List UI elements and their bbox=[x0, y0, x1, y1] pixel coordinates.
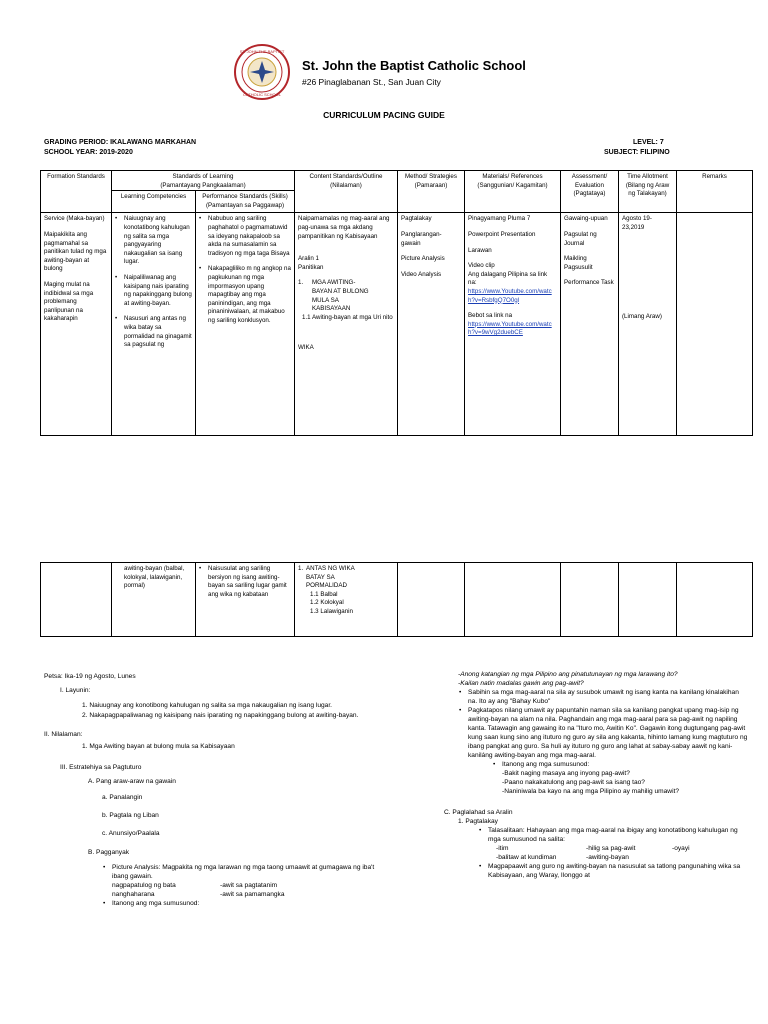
content-item: 1. Mga Awiting bayan at bulong mula sa Kabisayaan bbox=[82, 743, 235, 750]
materials-line: Bebot sa link na bbox=[468, 312, 513, 320]
formation-line: Maipakikita ang pagmamahal sa panitikan tulad ng mga awiting-bayan at bulong bbox=[44, 230, 107, 273]
vocab-word: -balitaw at kundiman bbox=[496, 854, 557, 861]
content-line: WIKA bbox=[298, 344, 314, 352]
cell-assessment bbox=[561, 563, 619, 637]
assessment-line: Pagsulat ng Journal bbox=[564, 230, 597, 247]
materials-sub: (Sanggunian/ Kagamitan) bbox=[477, 181, 548, 189]
cell-content bbox=[295, 563, 398, 637]
method-title: Method/ Strategies bbox=[405, 173, 457, 180]
learning-line: awiting-bayan (balbal, kolokyal, lalawiganin, pormal) bbox=[124, 565, 185, 590]
question-line: -Paano nakakatulong ang pag-awit sa isang tao? bbox=[502, 779, 645, 786]
standards-title: Standards of Learning bbox=[172, 173, 234, 180]
header-standards bbox=[112, 171, 295, 191]
content-line: Panitikan bbox=[298, 263, 324, 271]
svg-text:ST. JOHN THE BAPTIST: ST. JOHN THE BAPTIST bbox=[239, 49, 285, 54]
content-line: 1.3 Lalawiganin bbox=[310, 607, 354, 615]
cell-time bbox=[619, 563, 677, 637]
lesson-plan-right bbox=[444, 670, 748, 880]
time-sub: (Bilang ng Araw ng Talakayan) bbox=[625, 181, 670, 198]
cell-learning bbox=[112, 563, 196, 637]
activity-item: b. Pagtala ng Liban bbox=[102, 812, 159, 819]
pacing-table-continued bbox=[40, 562, 753, 637]
question-line: -Anong katangian ng mga Pilipino ang pinatutunayan ng mga larawang ito? bbox=[458, 671, 678, 678]
content-line: ANTAS NG WIKA BATAY SA PORMALIDAD bbox=[306, 565, 355, 590]
level: LEVEL: 7 bbox=[633, 139, 664, 146]
activity-item: a. Panalangin bbox=[102, 794, 143, 801]
header-formation: Formation Standards bbox=[41, 171, 112, 213]
header-method bbox=[398, 171, 465, 213]
materials-line: Ang dalagang Pilipina sa link na: bbox=[468, 270, 548, 287]
performance-item: • Nabubuo ang sariling paghahatol o pagmamatuwid sa ideyang nakapaloob sa akda na sumasalamin sa tradisyon ng mga taga Bisaya bbox=[199, 215, 291, 258]
cell-remarks bbox=[677, 563, 753, 637]
method-line: Picture Analysis bbox=[401, 255, 445, 263]
question-line: -Naniniwala ba kayo na ang mga Pilipino ay mahilig umawit? bbox=[502, 788, 680, 795]
section-heading: II. Nilalaman: bbox=[44, 731, 83, 738]
question-line: -Kailan natin madalas gawin ang pag-awit? bbox=[458, 680, 584, 687]
header-materials bbox=[465, 171, 561, 213]
cell-assessment bbox=[561, 213, 619, 436]
objective-item: 1. Naiuugnay ang konotibong kahulugan ng salita sa mga nakaugalian ng isang lugar. bbox=[82, 702, 333, 709]
materials-line: Pinagyamang Pluma 7 bbox=[468, 215, 531, 223]
school-address: #26 Pinaglabanan St., San Juan City bbox=[302, 77, 441, 87]
content-line: Naipamamalas ng mag-aaral ang pag-unawa sa mga akdang pampanitikan ng Kabisayaan bbox=[298, 215, 390, 240]
cell-performance bbox=[196, 213, 295, 436]
youtube-link[interactable]: https://www.Youtube.com/watch?v=9wVg2duebCE bbox=[468, 320, 552, 337]
picture-item: nanghaharana bbox=[112, 891, 155, 898]
cell-learning bbox=[112, 213, 196, 436]
section-heading: I. Layunin: bbox=[60, 687, 91, 694]
cell-materials bbox=[465, 563, 561, 637]
youtube-link[interactable]: https://www.Youtube.com/watch?v=RsbfgQ7O0gl bbox=[468, 287, 552, 304]
school-seal-logo bbox=[234, 44, 290, 100]
cell-content bbox=[295, 213, 398, 436]
header-learning: Learning Competencies bbox=[112, 191, 196, 213]
objective-item: 2. Nakapagpapaliwanag ng kaisipang nais iparating ng napakinggang bulong at awiting-bayan. bbox=[82, 712, 359, 719]
cell-formation bbox=[41, 563, 112, 637]
date-line: Petsa: Ika-19 ng Agosto, Lunes bbox=[44, 673, 136, 680]
subsection-heading: 1. Pagtalakay bbox=[458, 818, 498, 825]
section-heading: C. Paglalahad sa Aralin bbox=[444, 809, 513, 816]
time-line: Agosto 19-23,2019 bbox=[622, 215, 652, 231]
procedure-item: • Pagkatapos nilang umawit ay papuntahin naman sila sa kanilang pangkat upang mag-isip ng awiting-bayan na alam na nila. Paghandain ang mga mag-aaral para sa pag-awit ng napiling kanta. Tatawagin ang gawaing ito na "Ituro mo, Awitin Ko". Gagawin itong dugtungang pag-awit kung saan kung sino ang ituturo ng guro ay sila ang kakanta, hihinto lamang kung magtuturo ng ibang pangkat ang guro. Sa huli ay ituturo ng guro ang lahat at sabay-sabay aawit ng kani-kaniláng awiting-bayan ang mga mag-aaral. bbox=[468, 706, 748, 760]
header-performance bbox=[196, 191, 295, 213]
performance-item: • Nakapagliliko m ng angkop na pagkukunan ng mga impormasyon upang mapagtibay ang mga paninindigan, ang mga pinaniniwalaan, at makabuo ng sariling konklusyon. bbox=[199, 265, 291, 325]
materials-line: Larawan bbox=[468, 246, 492, 254]
method-line: Panglarangan-gawain bbox=[401, 230, 442, 247]
picture-item: -awit sa pamamangka bbox=[220, 891, 285, 898]
formation-line: Service (Maka-bayan) bbox=[44, 215, 105, 223]
school-year: SCHOOL YEAR: 2019-2020 bbox=[44, 149, 133, 156]
assessment-line: Gawaing-upuan bbox=[564, 215, 608, 223]
time-line: (Limang Araw) bbox=[622, 312, 662, 320]
header-content bbox=[295, 171, 398, 213]
cell-formation bbox=[41, 213, 112, 436]
header-assessment bbox=[561, 171, 619, 213]
motivation-item: • Itanong ang mga sumusunod: bbox=[112, 899, 389, 908]
table-row bbox=[41, 213, 753, 436]
svg-text:CATHOLIC SCHOOL: CATHOLIC SCHOOL bbox=[243, 92, 281, 97]
content-line: MGA AWITING-BAYAN AT BULONG MULA SA KABISAYAAN bbox=[312, 279, 369, 313]
cell-performance bbox=[196, 563, 295, 637]
content-line: 1.2 Kolokyal bbox=[310, 599, 344, 607]
discussion-item: • Magpapaawit ang guro ng awiting-bayan na nasusulat sa tatlong pangunahing wika sa Kabisayaan, ang Waray, Ilonggo at bbox=[488, 862, 748, 880]
vocab-word: -itim bbox=[496, 845, 509, 852]
materials-line: Video clip bbox=[468, 262, 495, 270]
meta-left bbox=[44, 138, 196, 158]
picture-item: -awit sa pagtatanim bbox=[220, 882, 278, 889]
grading-period: GRADING PERIOD: IKALAWANG MARKAHAN bbox=[44, 139, 197, 146]
assessment-title: Assessment/ Evaluation bbox=[571, 173, 608, 189]
learning-item: • Nasusuri ang antas ng wika batay sa pormalidad na ginagamit sa pagsulat ng bbox=[115, 315, 192, 349]
performance-title: Performance Standards (Skills) bbox=[202, 193, 288, 201]
method-line: Pagtalakay bbox=[401, 215, 432, 223]
content-number: 1. bbox=[298, 565, 304, 572]
content-line: 1.1 Balbal bbox=[310, 590, 338, 598]
content-sub: (Nilalaman) bbox=[330, 181, 362, 189]
procedure-item: • Sabihin sa mga mag-aaral na sila ay susubok umawit ng isang kanta na kanilang kinalakihan na. Ito ay ang "Bahay Kubo" bbox=[468, 688, 748, 706]
performance-sub: (Pamantayan sa Paggawap) bbox=[205, 201, 285, 209]
cell-remarks bbox=[677, 213, 753, 436]
table-header-row bbox=[41, 171, 753, 191]
cell-method bbox=[398, 213, 465, 436]
document-title: CURRICULUM PACING GUIDE bbox=[323, 110, 445, 120]
assessment-line: Maikling Pagsusulit bbox=[564, 255, 593, 271]
materials-title: Materials/ References bbox=[482, 173, 543, 180]
cell-materials bbox=[465, 213, 561, 436]
pacing-table bbox=[40, 170, 753, 436]
subsection-heading: B. Pagganyak bbox=[88, 849, 130, 856]
meta-right bbox=[604, 138, 670, 158]
subsection-heading: A. Pang araw-araw na gawain bbox=[88, 778, 176, 785]
content-title: Content Standards/Outline bbox=[309, 173, 383, 180]
activity-item: c. Anunsiyo/Paalala bbox=[102, 830, 160, 837]
learning-item: • Naipaliliwanag ang kaisipang nais iparating ng napakinggang bulong at awiting-bayan. bbox=[115, 274, 192, 308]
method-line: Video Analysis bbox=[401, 270, 442, 278]
cell-time bbox=[619, 213, 677, 436]
table-row bbox=[41, 563, 753, 637]
vocab-word: -hilig sa pag-awit bbox=[586, 845, 636, 852]
section-heading: III. Estratehiya sa Pagtuturo bbox=[60, 764, 142, 771]
time-title: Time Allotment bbox=[627, 173, 668, 180]
header-time bbox=[619, 171, 677, 213]
motivation-item: • Picture Analysis: Magpakita ng mga larawan ng mga taong umaawit at gumagawa ng iba't ibang gawain. bbox=[112, 863, 389, 881]
procedure-item: • Itanong ang mga sumusunod: bbox=[502, 760, 748, 769]
method-sub: (Pamaraan) bbox=[414, 181, 448, 189]
standards-sub: (Pamantayang Pangkaalaman) bbox=[160, 181, 246, 189]
vocab-word: -oyayi bbox=[672, 845, 690, 852]
question-line: -Bakit naging masaya ang inyong pag-awit? bbox=[502, 770, 630, 777]
discussion-item: • Talasalitaan: Hahayaan ang mga mag-aaral na ibigay ang konotatibong kahulugan ng mga sumusunod na salita: bbox=[488, 826, 748, 844]
formation-line: Maging mulat na indibidwal sa mga problemang panlipunan na kakaharapin bbox=[44, 280, 94, 323]
content-line: 1.1 Awiting-bayan at mga Uri nito bbox=[302, 313, 393, 321]
assessment-line: Performance Task bbox=[564, 279, 614, 287]
cell-method bbox=[398, 563, 465, 637]
header-remarks: Remarks bbox=[677, 171, 753, 213]
picture-item: nagpapatulog ng bata bbox=[112, 882, 176, 889]
content-line: Aralin 1 bbox=[298, 255, 319, 263]
lesson-plan-left bbox=[44, 672, 389, 908]
school-name: St. John the Baptist Catholic School bbox=[302, 58, 526, 73]
materials-line: Powerpoint Presentation bbox=[468, 230, 536, 238]
subject: SUBJECT: FILIPINO bbox=[604, 149, 670, 156]
vocab-word: -awiting-bayan bbox=[586, 854, 629, 861]
learning-item: • Naiuugnay ang konotatibong kahulugan ng salita sa mga pangyayaring nakaugalian sa isang lugar. bbox=[115, 215, 192, 267]
assessment-sub: (Pagtataya) bbox=[573, 190, 606, 198]
content-number: 1. bbox=[298, 279, 304, 287]
performance-item: • Naisusulat ang sariling bersiyon ng isang awiting- bayan sa sariling lugar gamit ang wika ng kabataan bbox=[199, 565, 291, 599]
